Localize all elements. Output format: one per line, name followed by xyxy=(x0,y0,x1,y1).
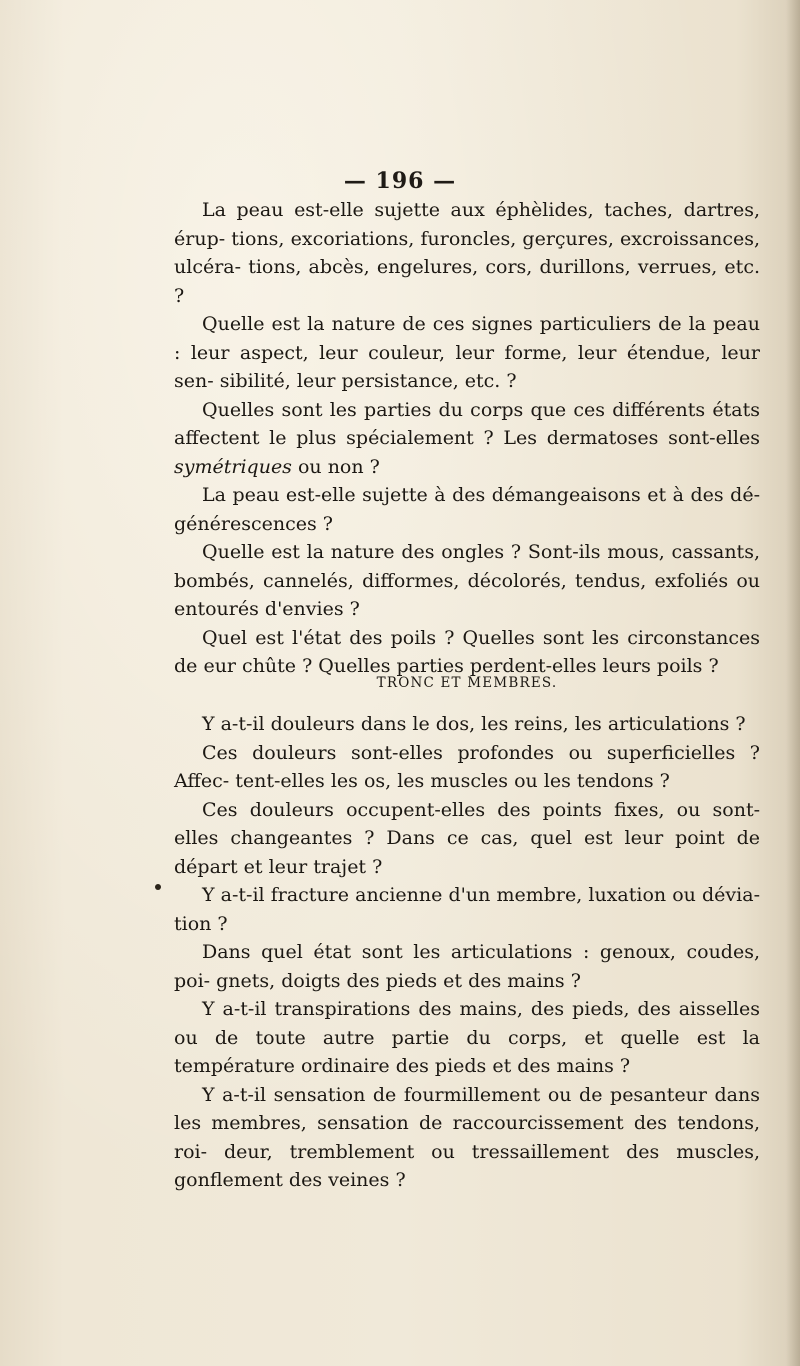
paragraph: Ces douleurs sont-elles profondes ou superficielles ? Affec- tent-elles les os, les muscles ou les tendons ? xyxy=(174,741,760,792)
ink-speck xyxy=(155,884,161,890)
paragraph: Y a-t-il sensation de fourmillement ou de pesanteur dans les membres, sensation de raccourcissement des tendons, roi- deur, tremblement ou tressaillement des muscles, gonflement des veines ? xyxy=(174,1083,760,1191)
page-edge-shadow xyxy=(786,0,800,1366)
skin-questions-block xyxy=(174,196,760,681)
paragraph: Quelle est la nature des ongles ? Sont-ils mous, cassants, bombés, cannelés, difformes, décolorés, tendus, exfoliés ou entourés d'envies ? xyxy=(174,541,760,620)
paragraph: Y a-t-il fracture ancienne d'un membre, luxation ou dévia- tion ? xyxy=(174,884,760,935)
page-number: — 196 — xyxy=(343,168,457,194)
paragraph: La peau est-elle sujette à des démangeaisons et à des dé- générescences ? xyxy=(174,484,760,535)
trunk-limbs-questions-block xyxy=(174,710,760,1195)
section-heading: TRONC ET MEMBRES. xyxy=(376,675,558,691)
paragraph: Y a-t-il douleurs dans le dos, les reins, les articulations ? xyxy=(202,713,746,735)
italic-term: symétriques xyxy=(174,455,292,478)
paragraph: Quelle est la nature de ces signes particuliers de la peau : leur aspect, leur couleur, leur forme, leur étendue, leur sen- sibilité, leur persistance, etc. ? xyxy=(174,313,760,392)
paragraph: Ces douleurs occupent-elles des points fixes, ou sont-elles changeantes ? Dans ce cas, quel est leur point de départ et leur trajet ? xyxy=(174,798,760,878)
paragraph-text: ou non ? xyxy=(291,455,380,478)
paragraph: Quel est l'état des poils ? Quelles sont les circonstances de eur chûte ? Quelles parties perdent-elles leurs poils ? xyxy=(174,626,760,677)
paragraph: Y a-t-il transpirations des mains, des pieds, des aisselles ou de toute autre partie du corps, et quelle est la température ordinaire des pieds et des mains ? xyxy=(174,998,760,1077)
paragraph: La peau est-elle sujette aux éphèlides, taches, dartres, érup- tions, excoriations, furoncles, gerçures, excroissances, ulcéra- tions, abcès, engelures, cors, durillons, verrues, etc. ? xyxy=(174,199,760,307)
paragraph: Dans quel état sont les articulations : genoux, coudes, poi- gnets, doigts des pieds et des mains ? xyxy=(174,941,760,992)
paragraph-text: Quelles sont les parties du corps que ces différents états affectent le plus spécialement ? Les dermatoses sont-elles xyxy=(174,398,760,449)
paragraph xyxy=(174,396,760,482)
